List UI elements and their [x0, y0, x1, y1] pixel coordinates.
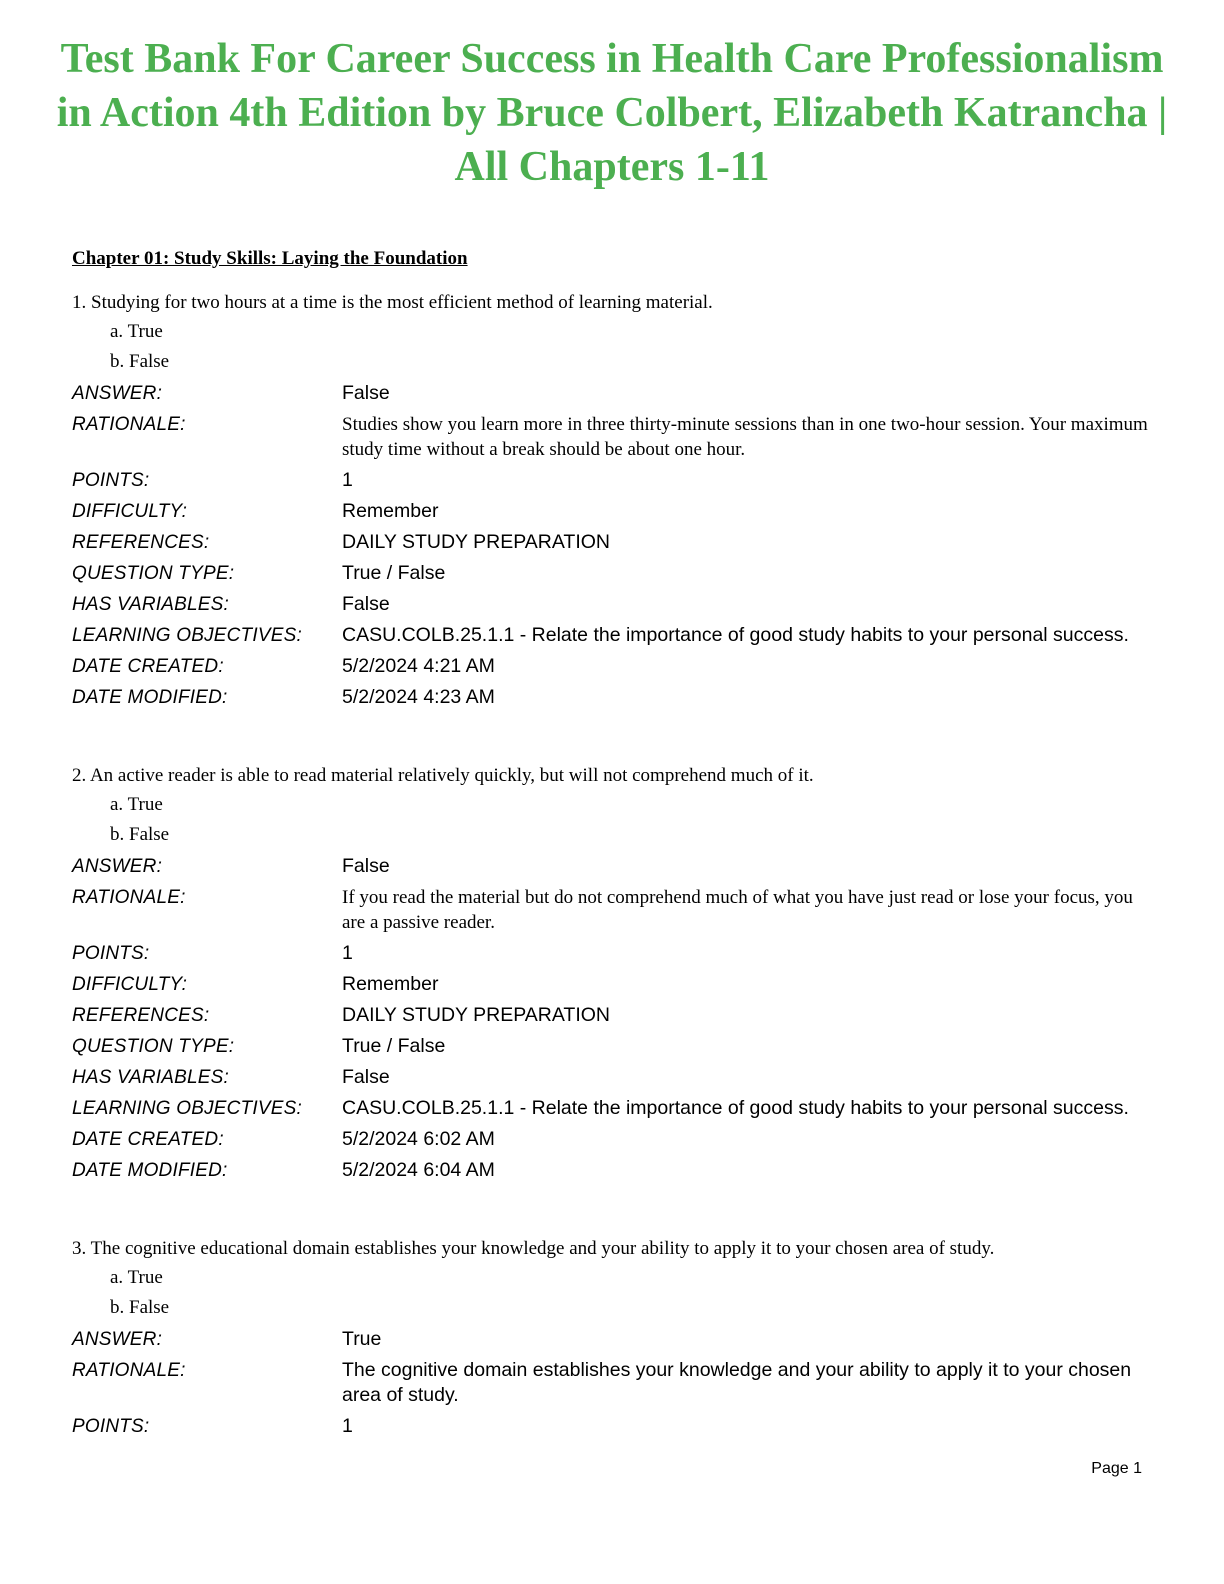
answer-label: ANSWER:: [72, 856, 163, 877]
learning-objectives-value: CASU.COLB.25.1.1 - Relate the importance of good study habits to your personal success.: [342, 1097, 1129, 1119]
has-variables-label: HAS VARIABLES:: [72, 594, 229, 615]
rationale-label: RATIONALE:: [72, 414, 186, 435]
choice-true: a. True: [110, 794, 163, 815]
question-text: 3. The cognitive educational domain establishes your knowledge and your ability to apply it to your chosen area of study.: [72, 1238, 995, 1259]
points-label: POINTS:: [72, 1416, 150, 1437]
document-title: Test Bank For Career Success in Health Care Professionalism in Action 4th Edition by Bruce Colbert, Elizabeth Katrancha | All Chapters 1-11: [56, 36, 1168, 190]
date-created-value: 5/2/2024 6:02 AM: [342, 1128, 495, 1150]
has-variables-label: HAS VARIABLES:: [72, 1067, 229, 1088]
points-value: 1: [342, 942, 353, 964]
choice-false: b. False: [110, 351, 170, 372]
rationale-value: Studies show you learn more in three thirty-minute sessions than in one two-hour session. Your maximum study time without a break should be about one hour.: [342, 414, 1148, 460]
date-modified-value: 5/2/2024 4:23 AM: [342, 686, 495, 708]
rationale-value: The cognitive domain establishes your knowledge and your ability to apply it to your chosen area of study.: [342, 1359, 1132, 1406]
date-created-label: DATE CREATED:: [72, 1129, 224, 1150]
learning-objectives-value: CASU.COLB.25.1.1 - Relate the importance of good study habits to your personal success.: [342, 624, 1129, 646]
question-block: [72, 289, 1152, 713]
has-variables-value: False: [342, 1066, 390, 1088]
question-block: [72, 762, 1152, 1186]
question-type-label: QUESTION TYPE:: [72, 1036, 235, 1057]
choice-true: a. True: [110, 1267, 163, 1288]
answer-value: False: [342, 382, 390, 404]
references-value: DAILY STUDY PREPARATION: [342, 531, 611, 553]
has-variables-value: False: [342, 593, 390, 615]
answer-value: True: [342, 1328, 382, 1350]
points-value: 1: [342, 1415, 353, 1437]
date-modified-value: 5/2/2024 6:04 AM: [342, 1159, 495, 1181]
rationale-value: If you read the material but do not comprehend much of what you have just read or lose your focus, you are a passive reader.: [342, 887, 1133, 933]
question-metadata: [72, 1324, 1152, 1442]
chapter-heading: Chapter 01: Study Skills: Laying the Foundation: [72, 248, 468, 269]
question-type-value: True / False: [342, 562, 446, 584]
points-label: POINTS:: [72, 943, 150, 964]
learning-objectives-label: LEARNING OBJECTIVES:: [72, 625, 302, 646]
answer-label: ANSWER:: [72, 383, 163, 404]
difficulty-label: DIFFICULTY:: [72, 974, 188, 995]
date-created-label: DATE CREATED:: [72, 656, 224, 677]
points-label: POINTS:: [72, 470, 150, 491]
question-metadata: [72, 851, 1152, 1186]
difficulty-value: Remember: [342, 973, 439, 995]
choice-false: b. False: [110, 824, 170, 845]
rationale-label: RATIONALE:: [72, 1360, 186, 1381]
question-metadata: [72, 378, 1152, 713]
question-block: [72, 1235, 1152, 1442]
learning-objectives-label: LEARNING OBJECTIVES:: [72, 1098, 302, 1119]
rationale-label: RATIONALE:: [72, 887, 186, 908]
question-text: 1. Studying for two hours at a time is the most efficient method of learning material.: [72, 292, 713, 313]
points-value: 1: [342, 469, 353, 491]
date-modified-label: DATE MODIFIED:: [72, 687, 228, 708]
references-label: REFERENCES:: [72, 532, 210, 553]
difficulty-label: DIFFICULTY:: [72, 501, 188, 522]
references-label: REFERENCES:: [72, 1005, 210, 1026]
question-text: 2. An active reader is able to read material relatively quickly, but will not comprehend much of it.: [72, 765, 814, 786]
choice-false: b. False: [110, 1297, 170, 1318]
question-type-label: QUESTION TYPE:: [72, 563, 235, 584]
answer-label: ANSWER:: [72, 1329, 163, 1350]
page-number: Page 1: [1091, 1460, 1142, 1477]
question-type-value: True / False: [342, 1035, 446, 1057]
choice-true: a. True: [110, 321, 163, 342]
date-created-value: 5/2/2024 4:21 AM: [342, 655, 495, 677]
references-value: DAILY STUDY PREPARATION: [342, 1004, 611, 1026]
date-modified-label: DATE MODIFIED:: [72, 1160, 228, 1181]
difficulty-value: Remember: [342, 500, 439, 522]
answer-value: False: [342, 855, 390, 877]
